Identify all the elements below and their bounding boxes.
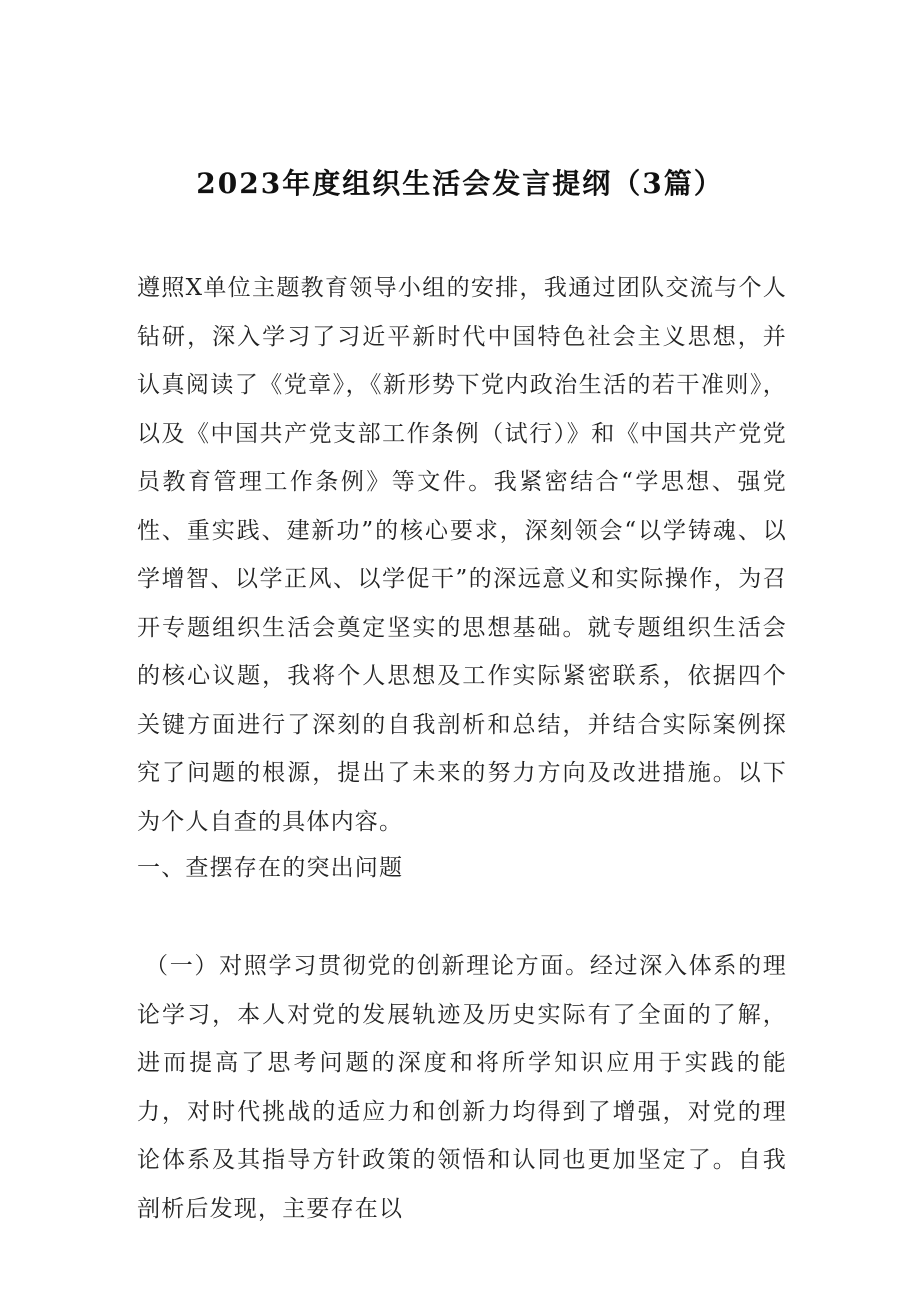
section-heading: 一、查摆存在的突出问题 xyxy=(137,855,404,881)
document-title: 2023年度组织生活会发言提纲（3篇） xyxy=(196,166,724,200)
body-paragraph: （一）对照学习贯彻党的创新理论方面。经过深入体系的理论学习，本人对党的发展轨迹及历史实际有了全面的了解，进而提高了思考问题的深度和将所学知识应用于实践的能力，对时代挑战的适应力和创新力均得到了增强，对党的理论体系及其指导方针政策的领悟和认同也更加坚定了。自我剖析后发现，主要存在以 xyxy=(137,953,787,1222)
intro-paragraph: 遵照X单位主题教育领导小组的安排，我通过团队交流与个人钻研，深入学习了习近平新时代中国特色社会主义思想，并认真阅读了《党章》，《新形势下党内政治生活的若干准则》，以及《中国共产党支部工作条例（试行）》和《中国共产党党员教育管理工作条例》等文件。我紧密结合“学思想、强党性、重实践、建新功”的核心要求，深刻领会“以学铸魂、以学增智、以学正风、以学促干”的深远意义和实际操作，为召开专题组织生活会奠定坚实的思想基础。就专题组织生活会的核心议题，我将个人思想及工作实际紧密联系，依据四个关键方面进行了深刻的自我剖析和总结，并结合实际案例探究了问题的根源，提出了未来的努力方向及改进措施。以下为个人自查的具体内容。 xyxy=(137,275,787,835)
